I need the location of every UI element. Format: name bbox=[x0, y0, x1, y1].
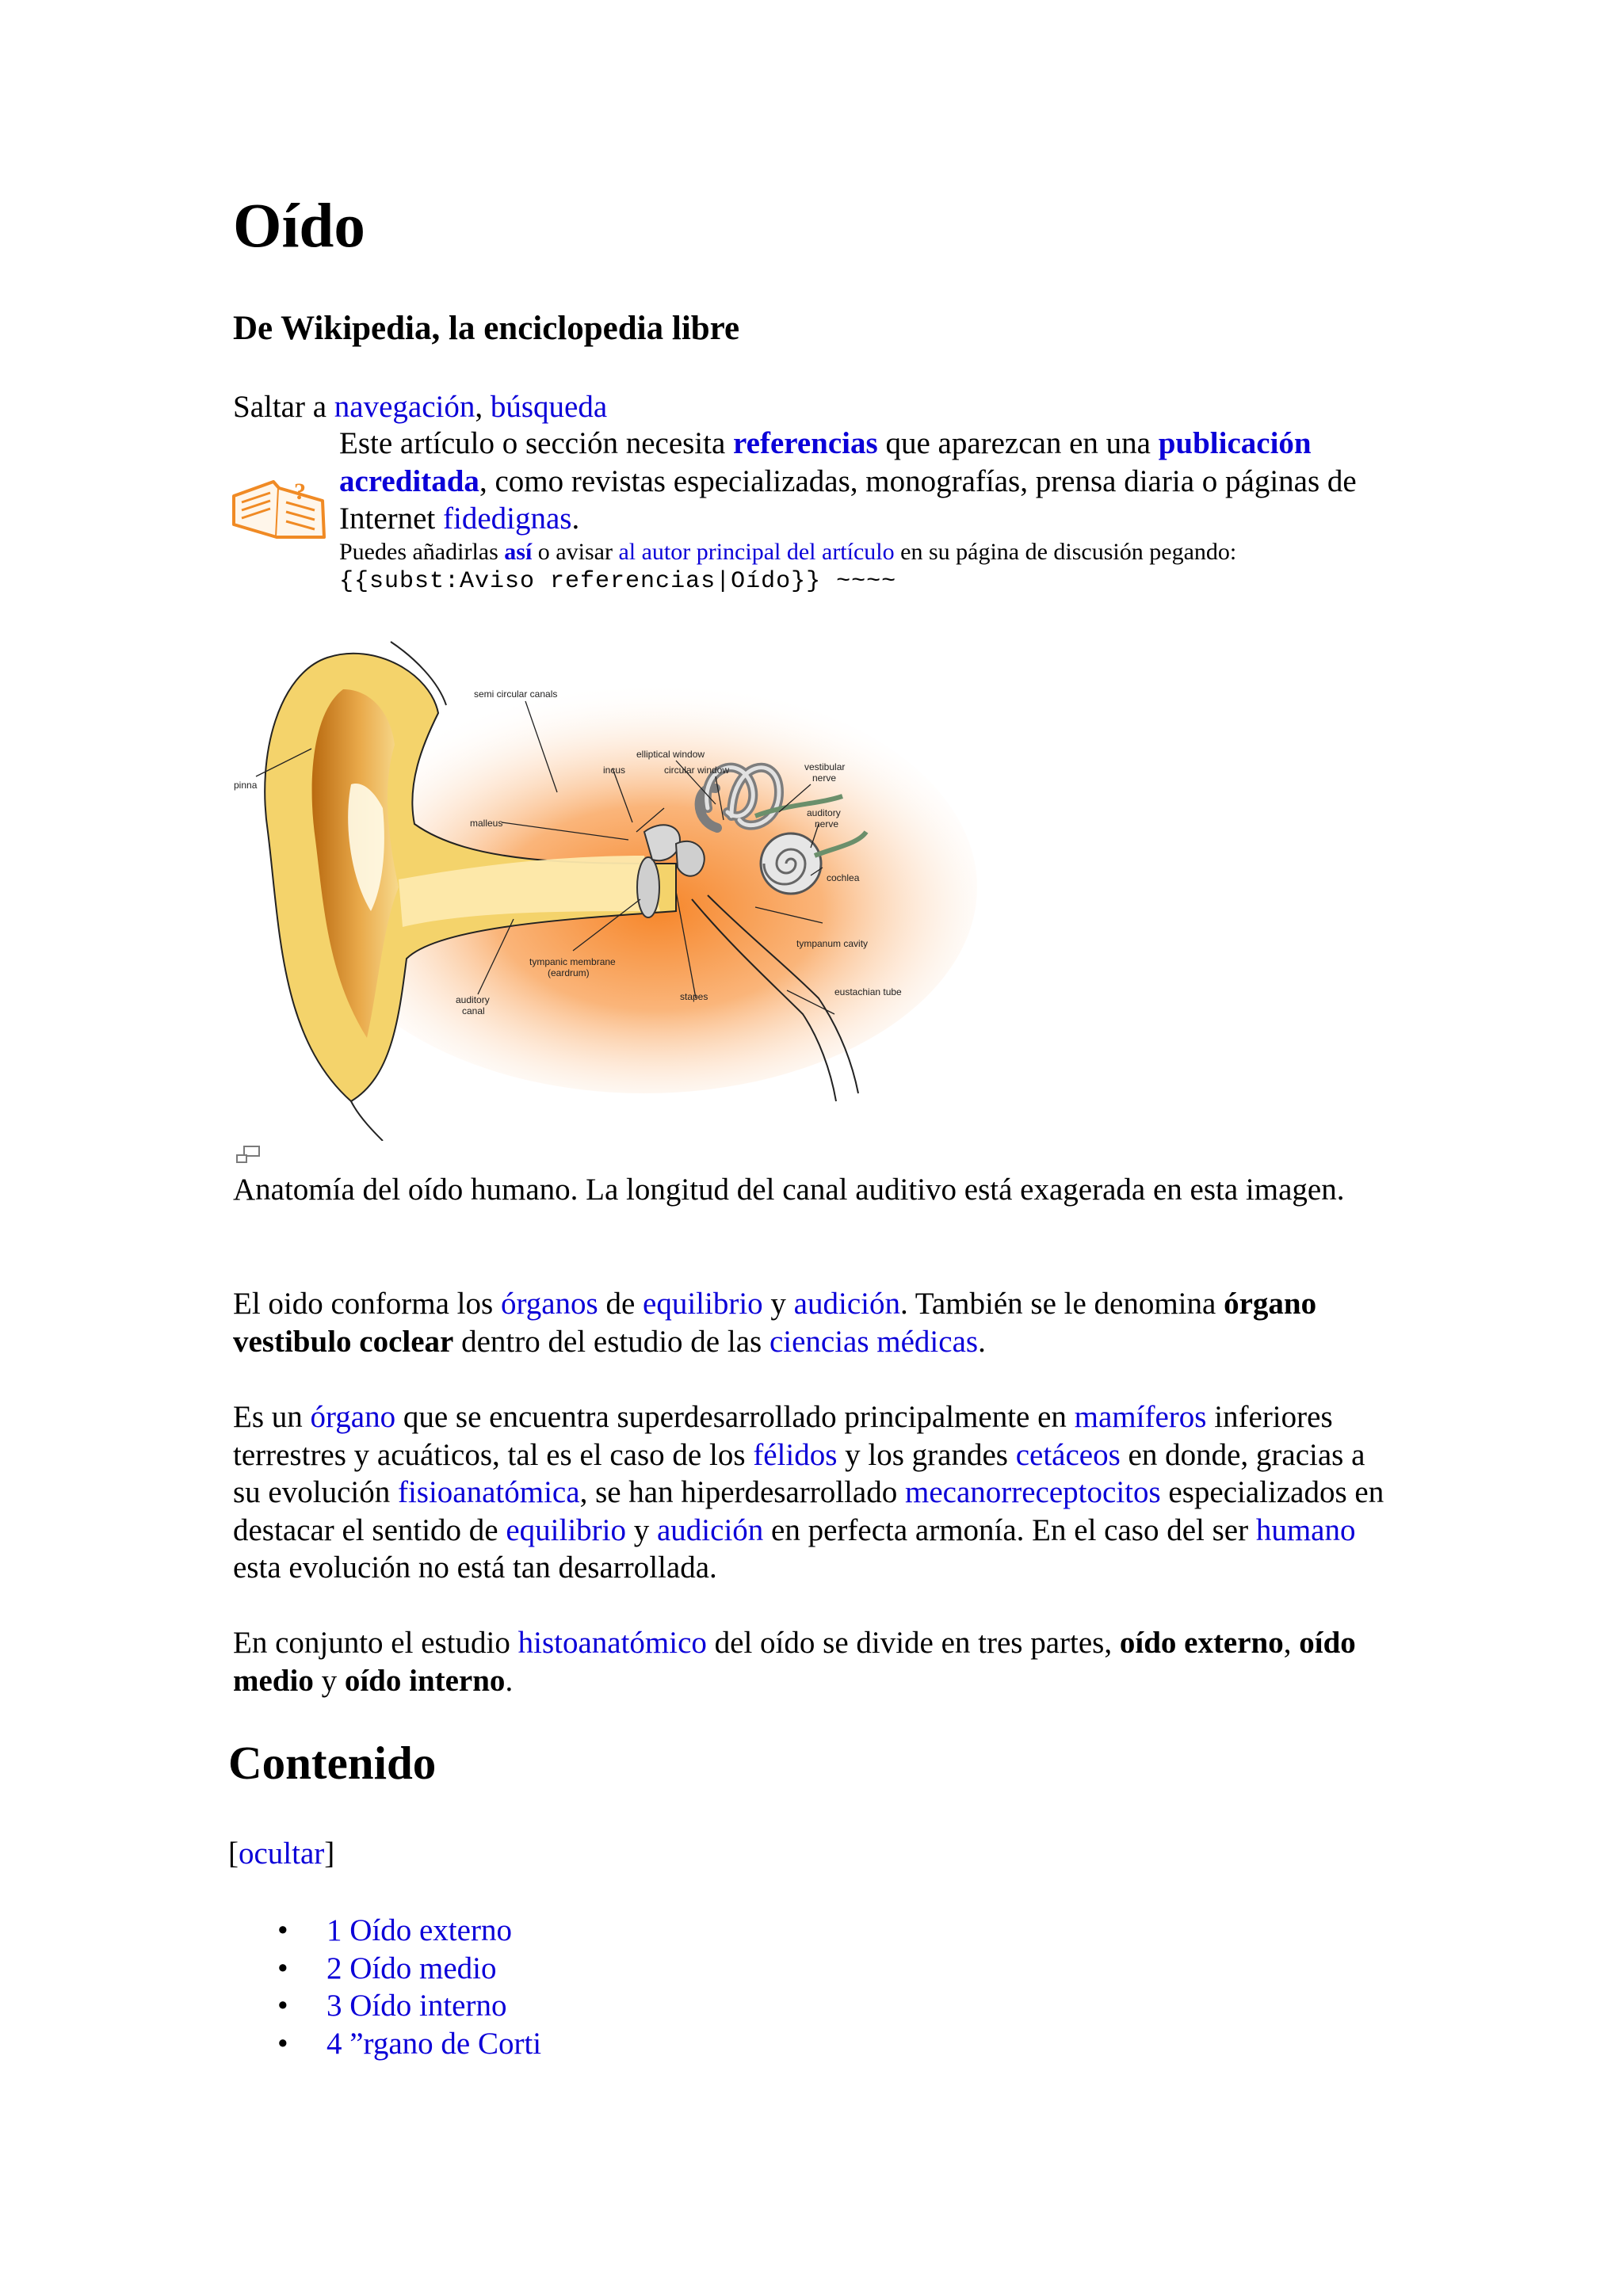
text-segment: . También se le denomina bbox=[899, 1287, 1224, 1321]
ear-anatomy-diagram bbox=[232, 626, 977, 1141]
link-felidos[interactable]: félidos bbox=[753, 1437, 838, 1472]
figure-caption: Anatomía del oído humano. La longitud del canal auditivo está exagerada en esta imagen. bbox=[233, 1173, 1345, 1207]
label-cochlea: cochlea bbox=[827, 872, 860, 883]
navigation-link[interactable]: navegación bbox=[334, 390, 475, 424]
toc-link-oido-medio[interactable]: 2 Oído medio bbox=[327, 1951, 497, 1985]
toc-item bbox=[277, 1950, 541, 1988]
label-tympanic-membrane-2: (eardrum) bbox=[548, 967, 590, 978]
bracket: ] bbox=[324, 1836, 335, 1871]
notice-instructions bbox=[339, 538, 1393, 566]
book-question-icon bbox=[229, 472, 329, 542]
notice-text-segment: . bbox=[571, 502, 580, 536]
bold-term: oído medio bbox=[233, 1626, 1356, 1698]
jump-links bbox=[233, 388, 607, 426]
eardrum-shape bbox=[637, 857, 659, 917]
toc-list bbox=[277, 1912, 541, 2062]
label-auditory-canal: auditory bbox=[456, 994, 490, 1005]
incus-shape bbox=[676, 841, 705, 876]
page-subtitle: De Wikipedia, la enciclopedia libre bbox=[233, 310, 740, 347]
text-segment: del oído se divide en tres partes, bbox=[706, 1626, 1120, 1660]
text-segment: en perfecta armonía. En el caso del ser bbox=[763, 1512, 1256, 1547]
bold-term: oído externo bbox=[1119, 1626, 1284, 1660]
link-mecanorreceptocitos[interactable]: mecanorreceptocitos bbox=[905, 1475, 1161, 1509]
text-segment: esta evolución no está tan desarrollada. bbox=[233, 1550, 717, 1585]
link-equilibrio[interactable]: equilibrio bbox=[643, 1287, 763, 1321]
accredited-publication-link[interactable]: publicación acreditada bbox=[339, 426, 1312, 498]
toc-item bbox=[277, 1987, 541, 2025]
label-auditory-nerve-2: nerve bbox=[815, 818, 839, 830]
notice-small-segment: o avisar bbox=[532, 539, 619, 565]
text-segment: en donde, gracias a su evolución bbox=[233, 1437, 1365, 1509]
label-semicircular-canals: semi circular canals bbox=[474, 688, 558, 700]
notice-text-segment: Este artículo o sección necesita bbox=[339, 426, 734, 460]
notice-small-segment: Puedes añadirlas bbox=[339, 539, 505, 565]
text-segment: . bbox=[505, 1663, 514, 1698]
text-segment: de bbox=[598, 1287, 643, 1321]
text-segment: y los grandes bbox=[837, 1437, 1016, 1472]
link-audicion[interactable]: audición bbox=[793, 1287, 900, 1321]
label-auditory-nerve: auditory bbox=[807, 807, 841, 818]
enlarge-icon[interactable] bbox=[235, 1145, 262, 1165]
notice-small-segment: en su página de discusión pegando: bbox=[894, 539, 1237, 565]
link-mamiferos[interactable]: mamíferos bbox=[1074, 1400, 1207, 1434]
link-ciencias-medicas[interactable]: ciencias médicas bbox=[769, 1324, 979, 1359]
label-tympanum-cavity: tympanum cavity bbox=[796, 938, 869, 949]
text-segment: En conjunto el estudio bbox=[233, 1626, 518, 1660]
label-auditory-canal-2: canal bbox=[462, 1005, 485, 1016]
text-segment: dentro del estudio de las bbox=[453, 1324, 769, 1359]
references-link[interactable]: referencias bbox=[733, 426, 878, 460]
label-circular-window: circular window bbox=[664, 765, 730, 776]
toc-link-organo-de-corti[interactable]: 4 ”rgano de Corti bbox=[327, 2026, 542, 2061]
label-incus: incus bbox=[603, 765, 626, 776]
label-eustachian-tube: eustachian tube bbox=[834, 986, 902, 997]
label-vestibular-nerve: vestibular bbox=[804, 761, 846, 772]
link-audicion[interactable]: audición bbox=[657, 1512, 764, 1547]
search-link[interactable]: búsqueda bbox=[490, 390, 608, 424]
text-segment: y bbox=[762, 1287, 794, 1321]
toc-link-oido-interno[interactable]: 3 Oído interno bbox=[327, 1989, 507, 2023]
text-segment: . bbox=[978, 1324, 986, 1359]
text-segment: y bbox=[626, 1512, 657, 1547]
text-segment: y bbox=[313, 1663, 345, 1698]
text-segment: especializados en destacar el sentido de bbox=[233, 1475, 1384, 1547]
label-tympanic-membrane: tympanic membrane bbox=[529, 956, 616, 967]
link-organo[interactable]: órgano bbox=[310, 1400, 396, 1434]
bracket: [ bbox=[228, 1836, 239, 1871]
link-histoanatomico[interactable]: histoanatómico bbox=[517, 1626, 707, 1660]
text-segment: , bbox=[1283, 1626, 1300, 1660]
svg-text:?: ? bbox=[294, 479, 306, 505]
notice-template-code: {{subst:Aviso referencias|Oído}} ~~~~ bbox=[339, 568, 897, 595]
toc-toggle bbox=[228, 1835, 334, 1873]
label-malleus: malleus bbox=[470, 818, 503, 829]
link-equilibrio[interactable]: equilibrio bbox=[506, 1512, 626, 1547]
label-stapes: stapes bbox=[680, 991, 708, 1002]
toc-link-oido-externo[interactable]: 1 Oído externo bbox=[327, 1913, 512, 1947]
jump-separator: , bbox=[475, 390, 491, 424]
toc-hide-link[interactable]: ocultar bbox=[239, 1836, 325, 1871]
label-pinna: pinna bbox=[234, 780, 258, 791]
link-cetaceos[interactable]: cetáceos bbox=[1015, 1437, 1121, 1472]
toc-item bbox=[277, 1912, 541, 1950]
references-notice bbox=[227, 425, 1400, 607]
evolution-paragraph bbox=[233, 1398, 1398, 1587]
page-title: Oído bbox=[233, 192, 365, 261]
bold-term: órgano vestibulo coclear bbox=[233, 1287, 1317, 1359]
text-segment: que se encuentra superdesarrollado principalmente en bbox=[395, 1400, 1075, 1434]
parts-paragraph bbox=[233, 1624, 1398, 1699]
toc-title: Contenido bbox=[228, 1737, 437, 1789]
notice-text-segment: que aparezcan en una bbox=[877, 426, 1159, 460]
text-segment: inferiores terrestres y acuáticos, tal es el caso de los bbox=[233, 1400, 1333, 1472]
ear-anatomy-figure[interactable] bbox=[232, 626, 977, 1141]
main-author-link[interactable]: al autor principal del artículo bbox=[618, 539, 895, 565]
text-segment: Es un bbox=[233, 1400, 311, 1434]
bold-term: oído interno bbox=[344, 1663, 506, 1698]
toc-item bbox=[277, 2025, 541, 2063]
jump-prefix: Saltar a bbox=[233, 390, 334, 424]
trustworthy-link[interactable]: fidedignas bbox=[443, 502, 572, 536]
link-fisioanatomica[interactable]: fisioanatómica bbox=[397, 1475, 580, 1509]
label-vestibular-nerve-2: nerve bbox=[812, 772, 837, 784]
text-segment: , se han hiperdesarrollado bbox=[579, 1475, 905, 1509]
notice-text-segment: , como revistas especializadas, monografías, prensa diaria o páginas de Internet bbox=[339, 463, 1357, 536]
notice-text bbox=[339, 425, 1385, 538]
link-humano[interactable]: humano bbox=[1255, 1512, 1356, 1547]
intro-paragraph bbox=[233, 1285, 1398, 1360]
label-elliptical-window: elliptical window bbox=[636, 749, 705, 760]
link-organos[interactable]: órganos bbox=[500, 1287, 598, 1321]
text-segment: El oido conforma los bbox=[233, 1287, 501, 1321]
add-references-link[interactable]: así bbox=[504, 539, 533, 565]
